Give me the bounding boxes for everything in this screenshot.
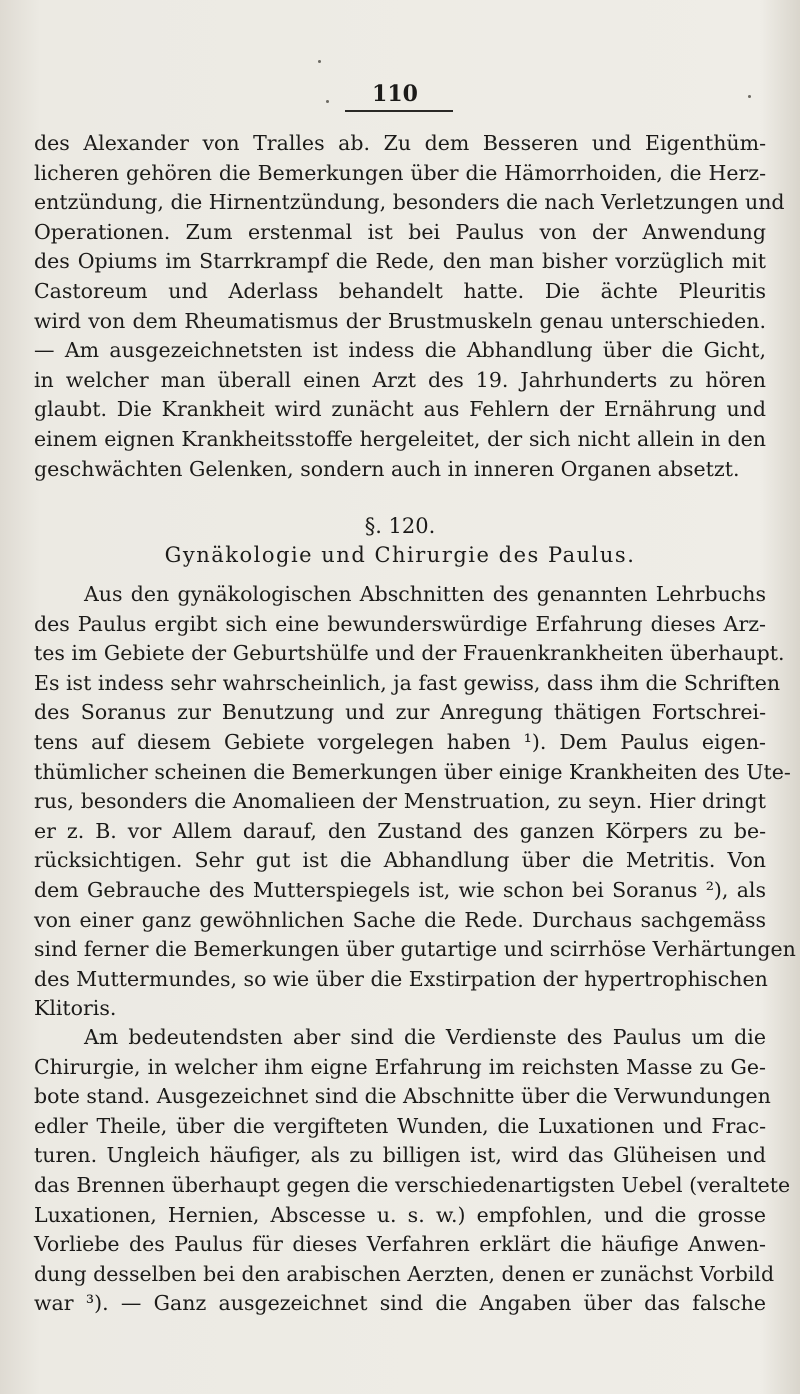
text-line: wird von dem Rheumatismus der Brustmuskeln genau unterschieden. xyxy=(34,308,766,333)
text-line: geschwächten Gelenken, sondern auch in inneren Organen absetzt. xyxy=(34,456,740,481)
text-line: Vorliebe des Paulus für dieses Verfahren erklärt die häufige Anwen- xyxy=(34,1232,766,1257)
page-number-rule xyxy=(345,110,453,112)
text-line: sind ferner die Bemerkungen über gutartige und scirrhöse Verhärtungen xyxy=(34,937,796,962)
text-line: licheren gehören die Bemerkungen über die Hämorrhoiden, die Herz- xyxy=(34,160,766,185)
text-line: des Soranus zur Benutzung und zur Anregung thätigen Fortschrei- xyxy=(34,700,766,725)
text-line: Operationen. Zum erstenmal ist bei Paulus von der Anwendung xyxy=(34,219,766,244)
paper-speck xyxy=(326,100,329,103)
paper-speck xyxy=(318,60,321,63)
paragraph-2 xyxy=(34,580,796,1024)
text-line: Castoreum und Aderlass behandelt hatte. Die ächte Pleuritis xyxy=(34,278,766,303)
text-line: des Alexander von Tralles ab. Zu dem Besseren und Eigenthüm- xyxy=(34,131,766,155)
text-line: des Paulus ergibt sich eine bewunderswürdige Erfahrung dieses Arz- xyxy=(34,611,766,636)
text-line: Es ist indess sehr wahrscheinlich, ja fast gewiss, dass ihm die Schriften xyxy=(34,670,781,695)
text-line: Luxationen, Hernien, Abscesse u. s. w.) empfohlen, und die grosse xyxy=(34,1202,766,1227)
text-line: tens auf diesem Gebiete vorgelegen haben ¹). Dem Paulus eigen- xyxy=(34,729,766,754)
text-line: Klitoris. xyxy=(34,996,117,1021)
text-line: des Opiums im Starrkrampf die Rede, den man bisher vorzüglich mit xyxy=(34,249,766,274)
paper-speck xyxy=(748,95,751,98)
section-number: §. 120. xyxy=(364,514,436,538)
text-line: rus, besonders die Anomalieen der Menstruation, zu seyn. Hier dringt xyxy=(34,789,766,814)
text-line: dung desselben bei den arabischen Aerzten, denen er zunächst Vorbild xyxy=(34,1261,775,1286)
text-line: entzündung, die Hirnentzündung, besonders die nach Verletzungen und xyxy=(34,190,785,215)
text-line: von einer ganz gewöhnlichen Sache die Rede. Durchaus sachgemäss xyxy=(34,907,766,932)
page-number: 110 xyxy=(372,81,418,107)
text-line: Aus den gynäkologischen Abschnitten des genannten Lehrbuchs xyxy=(84,582,766,606)
text-line: Chirurgie, in welcher ihm eigne Erfahrung im reichsten Masse zu Ge- xyxy=(34,1054,766,1079)
paragraph-1 xyxy=(34,129,785,484)
text-line: einem eignen Krankheitsstoffe hergeleitet, der sich nicht allein in den xyxy=(34,426,766,451)
paragraph-3 xyxy=(34,1023,791,1319)
text-line: in welcher man überall einen Arzt des 19. Jahrhunderts zu hören xyxy=(34,367,766,392)
text-line: turen. Ungleich häufiger, als zu billigen ist, wird das Glüheisen und xyxy=(34,1143,766,1168)
text-line: thümlicher scheinen die Bemerkungen über einige Krankheiten des Ute- xyxy=(34,759,791,784)
text-line: dem Gebrauche des Mutterspiegels ist, wie schon bei Soranus ²), als xyxy=(34,877,766,902)
section-title: Gynäkologie und Chirurgie des Paulus. xyxy=(164,543,636,567)
text-line: Am bedeutendsten aber sind die Verdienste des Paulus um die xyxy=(84,1025,766,1049)
text-line: — Am ausgezeichnetsten ist indess die Abhandlung über die Gicht, xyxy=(34,338,766,363)
text-line: glaubt. Die Krankheit wird zunächt aus Fehlern der Ernährung und xyxy=(34,397,766,422)
text-line: edler Theile, über die vergifteten Wunden, die Luxationen und Frac- xyxy=(34,1113,766,1138)
text-line: er z. B. vor Allem darauf, den Zustand des ganzen Körpers zu be- xyxy=(34,818,766,843)
text-line: des Muttermundes, so wie über die Exstirpation der hypertrophischen xyxy=(34,966,768,991)
text-line: bote stand. Ausgezeichnet sind die Abschnitte über die Verwundungen xyxy=(34,1084,771,1109)
text-line: rücksichtigen. Sehr gut ist die Abhandlung über die Metritis. Von xyxy=(34,848,766,873)
text-line: war ³). — Ganz ausgezeichnet sind die Angaben über das falsche xyxy=(34,1291,766,1316)
text-line: tes im Gebiete der Geburtshülfe und der Frauenkrankheiten überhaupt. xyxy=(34,641,785,666)
text-line: das Brennen überhaupt gegen die verschiedenartigsten Uebel (veraltete xyxy=(34,1172,791,1197)
